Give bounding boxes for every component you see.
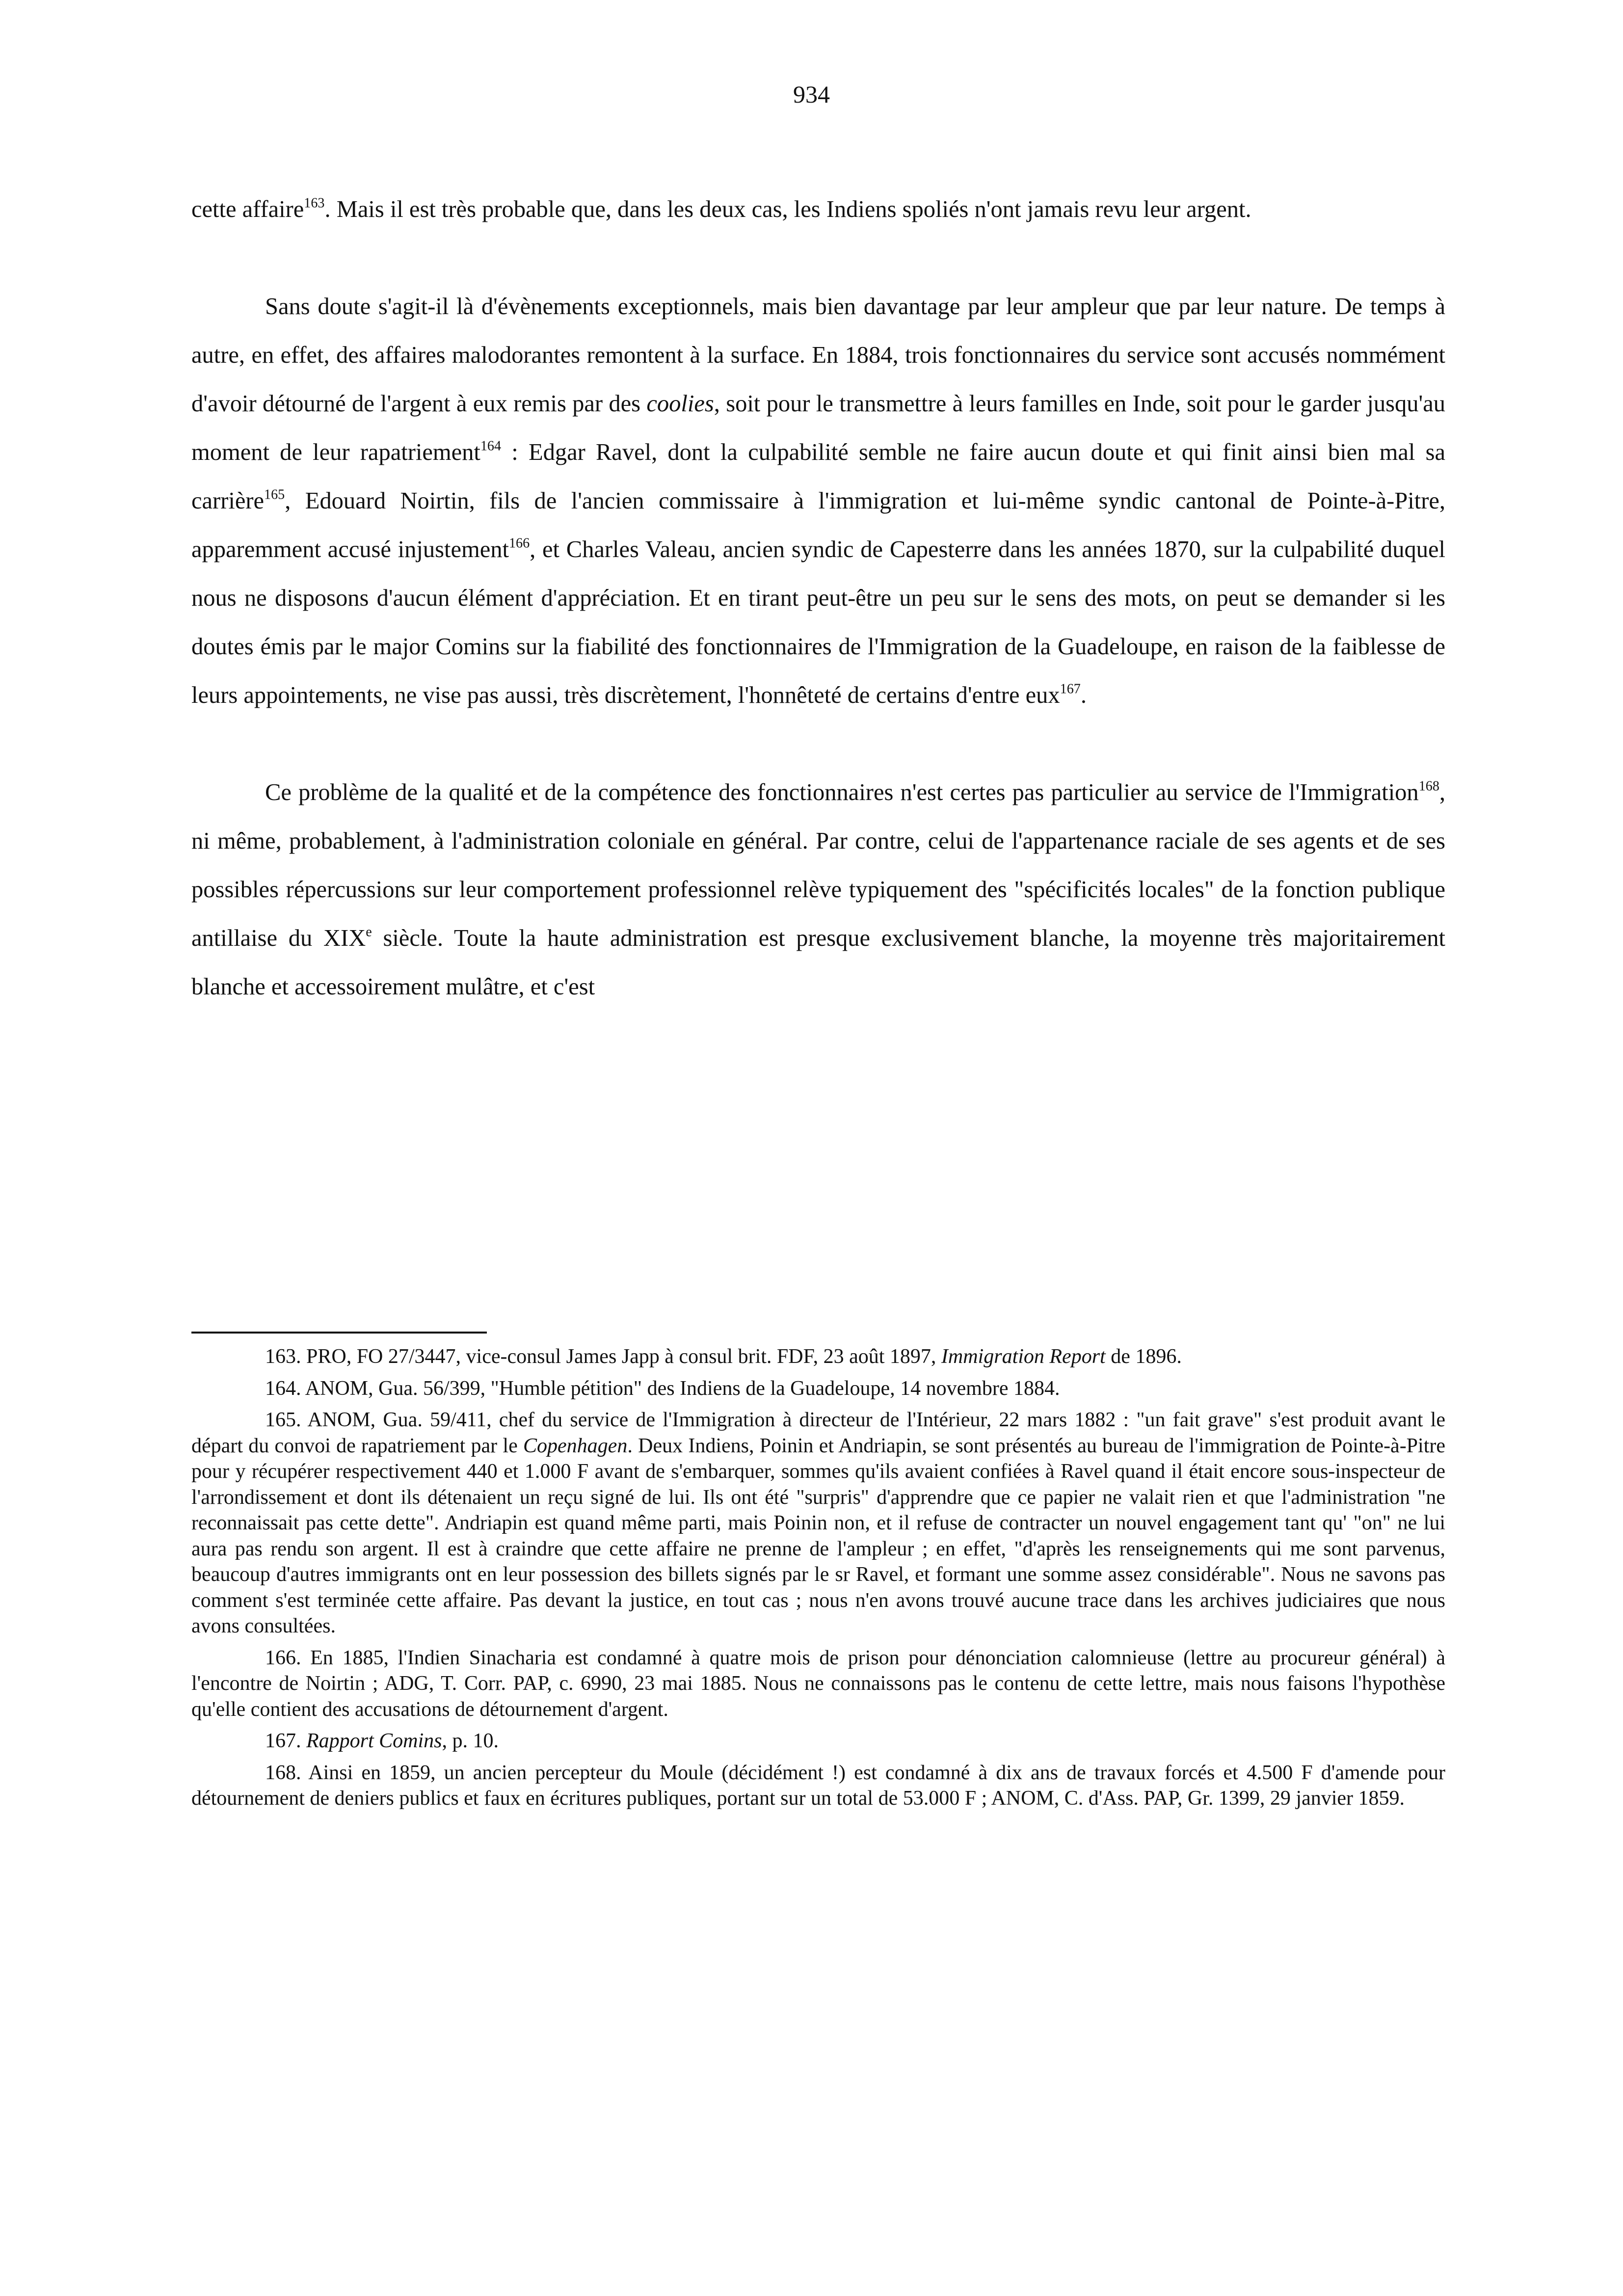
paragraph [191,185,1445,234]
footnote [191,1344,1445,1370]
text-run: : Edgar Ravel, dont la culpabilité semble ne faire aucun doute et qui finit ainsi bien mal sa carrière [191,439,1445,514]
footnote-number: 168. [265,1761,301,1784]
body-text [191,185,1445,1011]
text-run: de 1896. [1105,1345,1182,1368]
text-run: En 1885, l'Indien Sinacharia est condamné à quatre mois de prison pour dénonciation calomnieuse (lettre au procureur général) à l'encontre de Noirtin ; ADG, T. Corr. PAP, c. 6990, 23 mai 1885. Nous ne connaissons pas le contenu de cette lettre, mais nous faisons l'hypothèse qu'elle contient des accusations de détournement d'argent. [191,1646,1445,1721]
text-run: , ni même, probablement, à l'administration coloniale en général. Par contre, celui de l'appartenance raciale de ses agents et de ses possibles répercussions sur leur comportement professionnel relève typiquement des "spécificités locales" de la fonction publique antillaise du XIX [191,779,1445,951]
footnote [191,1645,1445,1723]
text-run: ANOM, Gua. 59/411, chef du service de l'Immigration à directeur de l'Intérieur, 22 mars 1882 : "un fait grave" s'est produit avant le départ du convoi de rapatriement par le [191,1409,1445,1457]
footnote-reference: 166 [508,535,530,551]
footnote [191,1728,1445,1754]
footnote-reference: 168 [1418,778,1439,794]
footnote-separator [191,1332,487,1334]
text-run: , p. 10. [442,1730,499,1752]
text-run: Sans doute s'agit-il là d'évènements exceptionnels, mais bien davantage par leur ampleur que par leur nature. De temps à autre, en effet, des affaires malodorantes remontent à la surface. En 1884, trois fonctionnaires du service sont accusés nommément d'avoir détourné de l'argent à eux remis par des [191,294,1445,417]
text-run: ANOM, Gua. 56/399, "Humble pétition" des Indiens de la Guadeloupe, 14 novembre 1884. [301,1377,1060,1400]
text-run [301,1730,307,1752]
footnote-reference: 165 [264,487,285,503]
footnote-reference: 167 [1060,681,1081,697]
footnote [191,1760,1445,1812]
text-run: siècle. Toute la haute administration est presque exclusivement blanche, la moyenne très majoritairement blanche et accessoirement mulâtre, et c'est [191,925,1446,1000]
footnote-number: 163. [265,1345,301,1368]
page-number: 934 [793,80,830,108]
italic-text: Rapport Comins [306,1730,442,1752]
paragraph [191,282,1445,720]
footnote [191,1407,1445,1639]
text-run: PRO, FO 27/3447, vice-consul James Japp à consul brit. FDF, 23 août 1897, [301,1345,941,1368]
text-run: Ainsi en 1859, un ancien percepteur du Moule (décidément !) est condamné à dix ans de travaux forcés et 4.500 F d'amende pour détournement de deniers publics et faux en écritures publiques, portant sur un total de 53.000 F ; ANOM, C. d'Ass. PAP, Gr. 1399, 29 janvier 1859. [191,1761,1445,1810]
text-run: , et Charles Valeau, ancien syndic de Capesterre dans les années 1870, sur la culpabilité duquel nous ne disposons d'aucun élément d'appréciation. Et en tirant peut-être un peu sur le sens des mots, on peut se demander si les doutes émis par le major Comins sur la fiabilité des fonctionnaires de l'Immigration de la Guadeloupe, en raison de la faiblesse de leurs appointements, ne vise pas aussi, très discrètement, l'honnêteté de certains d'entre eux [191,536,1445,708]
footnote-reference: 164 [480,438,502,454]
text-run: cette affaire [191,196,304,222]
text-run: . [1080,682,1087,708]
paragraph [191,768,1445,1011]
text-run: . Deux Indiens, Poinin et Andriapin, se sont présentés au bureau de l'immigration de Pointe-à-Pitre pour y récupérer respectivement 440 et 1.000 F avant de s'embarquer, sommes qu'ils avaient confiées à Ravel quand il était encore sous-inspecteur de l'arrondissement et dont ils détenaient un reçu signé de lui. Ils ont été "surpris" d'apprendre que ce papier ne valait rien et que l'administration "ne reconnaissait pas cette dette". Andriapin est quand même parti, mais Poinin non, et il refuse de contracter un nouvel engagement tant qu' "on" ne lui aura pas rendu son argent. Il est à craindre que cette affaire ne prenne de l'ampleur ; en effet, "d'après les renseignements qui me sont parvenus, beaucoup d'autres immigrants ont en leur possession des billets signés par le sr Ravel, et formant une somme assez considérable". Nous ne savons pas comment s'est terminée cette affaire. Pas devant la justice, en tout cas ; nous n'en avons trouvé aucune trace dans les archives judiciaires que nous avons consultées. [191,1434,1446,1637]
text-run: Ce problème de la qualité et de la compétence des fonctionnaires n'est certes pas particulier au service de l'Immigration [265,779,1419,805]
text-run: , Edouard Noirtin, fils de l'ancien commissaire à l'immigration et lui-même syndic cantonal de Pointe-à-Pitre, apparemment accusé injustement [191,488,1445,562]
footnote [191,1376,1445,1402]
italic-text: coolies [646,391,714,417]
footnote-number: 167. [265,1730,301,1752]
text-run: . Mais il est très probable que, dans les deux cas, les Indiens spoliés n'ont jamais revu leur argent. [324,196,1251,222]
footnote-reference: e [366,924,372,940]
footnote-number: 165. [265,1409,301,1431]
footnote-reference: 163 [304,195,325,211]
footnote-number: 164. [265,1377,301,1400]
italic-text: Copenhagen [523,1434,628,1457]
italic-text: Immigration Report [941,1345,1106,1368]
footnotes [191,1344,1445,1817]
footnote-number: 166. [265,1646,301,1669]
text-run: , soit pour le transmettre à leurs familles en Inde, soit pour le garder jusqu'au moment de leur rapatriement [191,391,1446,465]
